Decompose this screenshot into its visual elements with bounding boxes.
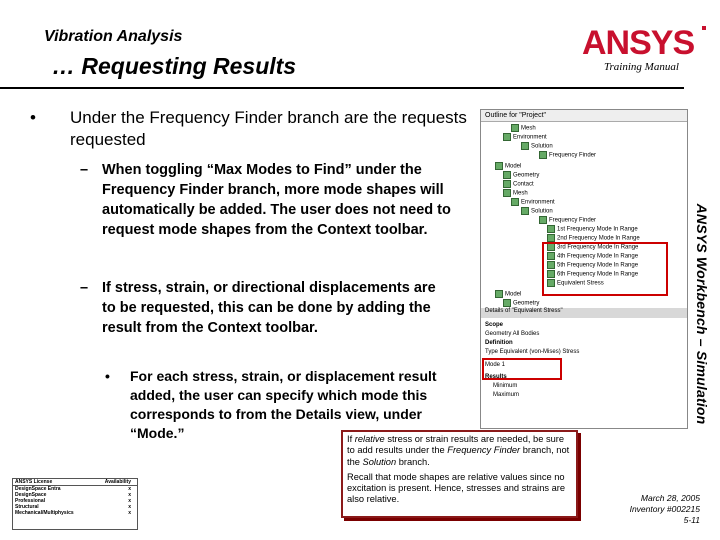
environment-icon: [503, 133, 511, 141]
tree-item: Contact: [503, 180, 534, 188]
license-header-row: ANSYS License Availability: [13, 479, 137, 486]
header-rule: [0, 87, 684, 89]
tree-item: Environment: [511, 198, 555, 206]
geometry-icon: [503, 299, 511, 307]
tree-item: Frequency Finder: [539, 151, 596, 159]
tree-item: Equivalent Stress: [547, 279, 604, 287]
bullet-dot: •: [105, 368, 110, 384]
sub-bullet-2-text: If stress, strain, or directional displacements are to be requested, this can be done by adding the result from the Context toolbar.: [102, 280, 436, 336]
tree-item: 5th Frequency Mode In Range: [547, 261, 638, 269]
highlight-box-tree: [542, 242, 668, 296]
details-row: Scope: [485, 322, 504, 328]
model-icon: [495, 162, 503, 170]
tree-item: Environment: [503, 133, 547, 141]
callout-paragraph-2: Recall that mode shapes are relative values since no excitation is present. Hence, stresses and strains are also relative.: [347, 471, 566, 505]
details-title: Details of "Equivalent Stress": [481, 308, 688, 318]
tree-item: Geometry: [503, 299, 539, 307]
license-row: Mechanical/Multiphysics x: [15, 510, 131, 516]
license-table: [12, 478, 138, 530]
tree-item: Model: [495, 290, 521, 298]
tree-item: Frequency Finder: [539, 216, 596, 224]
tree-item: Mesh: [511, 124, 536, 132]
license-row: DesignSpace x: [15, 492, 131, 498]
tree-item: Solution: [521, 207, 553, 215]
outline-header: Outline for "Project": [481, 110, 687, 122]
highlight-box-mode: [482, 358, 562, 380]
dash-marker: –: [80, 162, 89, 178]
dash-marker: –: [80, 280, 89, 296]
ansys-logo: [578, 20, 710, 64]
license-row: DesignSpace Entra x: [15, 486, 131, 492]
tree-item: 4th Frequency Mode In Range: [547, 252, 638, 260]
result-icon: [547, 234, 555, 242]
sub-bullet-2: [80, 278, 470, 368]
model-icon: [495, 290, 503, 298]
sub-bullet-3-text: For each stress, strain, or displacement result added, the user can specify which mode this corresponds to from the Details view, under “Mode.”: [130, 368, 437, 441]
tree-item: 6th Frequency Mode In Range: [547, 270, 638, 278]
solution-icon: [521, 142, 529, 150]
solution-icon: [521, 207, 529, 215]
license-row: Professional x: [15, 498, 131, 504]
tree-item: Model: [495, 162, 521, 170]
slide-title: … Requesting Results: [52, 53, 297, 79]
license-row: Structural x: [15, 504, 131, 510]
details-row: Geometry All Bodies: [485, 331, 540, 337]
result-icon: [547, 225, 555, 233]
frequency-finder-icon: [539, 216, 547, 224]
tree-item: 2nd Frequency Mode In Range: [547, 234, 640, 242]
details-row: Type Equivalent (von-Mises) Stress: [485, 349, 580, 355]
details-row: Maximum: [493, 392, 520, 398]
note-callout: [341, 430, 578, 518]
environment-icon: [511, 198, 519, 206]
tree-item: Geometry: [503, 171, 539, 179]
footer-inventory: Inventory #002215: [629, 504, 700, 514]
tree-item: Mesh: [503, 189, 528, 197]
sub-bullet-1: [80, 160, 470, 270]
sub-bullet-1-text: When toggling “Max Modes to Find” under the Frequency Finder branch, more mode shapes will automatically be added. The user does not need to request mode shapes from the Context toolbar.: [102, 162, 451, 238]
mesh-icon: [511, 124, 519, 132]
details-row: Minimum: [493, 383, 518, 389]
footer-page: 5-11: [683, 515, 700, 525]
footer-date: March 28, 2005: [640, 493, 700, 503]
contact-icon: [503, 180, 511, 188]
details-row: Definition: [485, 340, 513, 346]
tree-item: 3rd Frequency Mode In Range: [547, 243, 638, 251]
geometry-icon: [503, 171, 511, 179]
tree-item: Solution: [521, 142, 553, 150]
frequency-finder-icon: [539, 151, 547, 159]
callout-paragraph-1: If relative stress or strain results are needed, be sure to add results under the Frequency Finder branch, not the Solution branch.: [347, 434, 570, 467]
bullet-dot: •: [30, 108, 36, 127]
details-row: Mode 1: [485, 362, 506, 368]
section-title: Vibration Analysis: [44, 28, 183, 45]
tree-item: 1st Frequency Mode In Range: [547, 225, 638, 233]
details-row: Results: [485, 374, 507, 380]
sidebar-text: ANSYS Workbench – Simulation: [694, 203, 710, 425]
sidebar: [684, 88, 720, 540]
main-bullet-text: Under the Frequency Finder branch are the requests requested: [70, 108, 467, 149]
mesh-icon: [503, 189, 511, 197]
footer-info: [600, 493, 700, 526]
logo-text: ANSYS: [582, 24, 695, 62]
training-manual-label: Training Manual: [604, 61, 679, 73]
